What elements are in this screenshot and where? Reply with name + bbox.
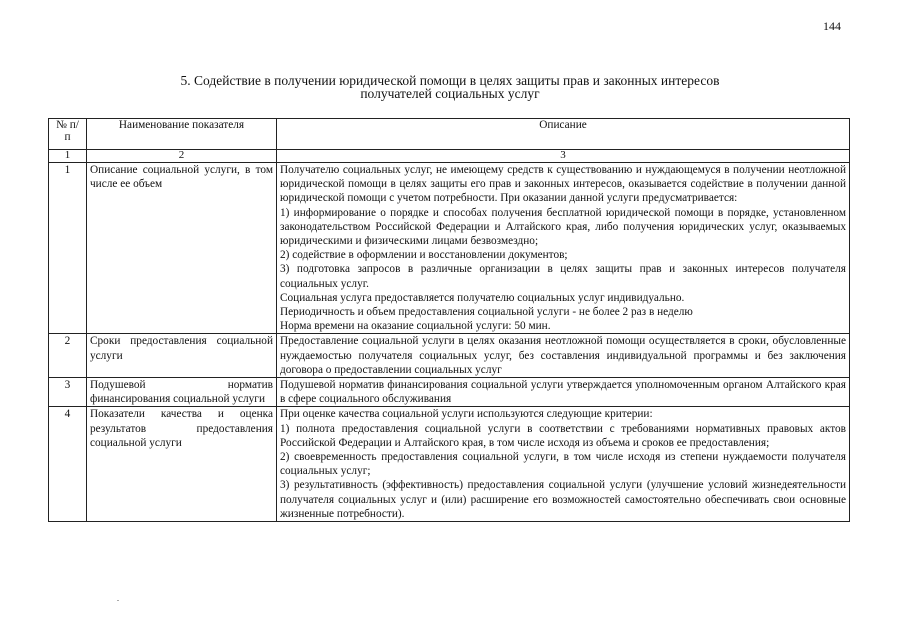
header-name: Наименование показателя	[87, 119, 277, 150]
indicator-name: Подушевой норматив финансирования социальной услуги	[87, 378, 277, 407]
description-paragraph: 2) содействие в оформлении и восстановлении документов;	[280, 249, 568, 262]
row-number: 2	[49, 334, 87, 378]
column-index: 1	[49, 150, 87, 163]
page-number: 144	[823, 19, 841, 33]
indicator-name: Описание социальной услуги, в том числе ее объем	[87, 163, 277, 334]
header-row	[49, 119, 850, 150]
description-paragraph: 3) подготовка запросов в различные организации в целях защиты прав и законных интересов получателя социальных услуг.	[280, 263, 846, 290]
description-paragraph: При оценке качества социальной услуги используются следующие критерии:	[280, 408, 653, 421]
description-paragraph: Социальная услуга предоставляется получателю социальных услуг индивидуально.	[280, 291, 685, 304]
description-paragraph: Норма времени на оказание социальной услуги: 50 мин.	[280, 320, 551, 333]
indicator-description	[277, 334, 850, 378]
indicator-name: Сроки предоставления социальной услуги	[87, 334, 277, 378]
description-paragraph: 3) результативность (эффективность) предоставления социальной услуги (улучшение условий жизнедеятельности получателя социальных услуг и (или) расширение его возможностей самостоятельно обеспечивать свои основные жизненные потребности).	[280, 479, 846, 520]
description-paragraph: Получателю социальных услуг, не имеющему средств к существованию и нуждающемуся в получении неотложной юридической помощи в целях защиты его прав и законных интересов, оказывается содействие в получении данной юридической помощи с учетом потребности. При оказании данной услуги предусматривается:	[280, 164, 846, 205]
section-title-line-1: 5. Содействие в получении юридической помощи в целях защиты прав и законных интересов	[180, 73, 720, 88]
description-paragraph: 1) информирование о порядке и способах получения бесплатной юридической помощи в порядке, установленном законодательством Российской Федерации и Алтайского края, либо получения юридических услуг, оказываемых юридическими и физическими лицами безвозмездно;	[280, 206, 846, 248]
row-number: 4	[49, 407, 87, 522]
scan-artifact	[117, 600, 119, 601]
column-index-row	[49, 150, 850, 163]
service-table	[48, 118, 850, 522]
indicator-description	[277, 163, 850, 334]
table-row	[49, 163, 850, 334]
section-title-line-2: получателей социальных услуг	[360, 86, 540, 101]
table-row	[49, 407, 850, 522]
section-title	[100, 74, 800, 100]
row-number: 1	[49, 163, 87, 334]
column-index: 2	[87, 150, 277, 163]
table-row	[49, 334, 850, 378]
row-number: 3	[49, 378, 87, 407]
column-index: 3	[277, 150, 850, 163]
header-num: № п/п	[49, 119, 87, 150]
indicator-name: Показатели качества и оценка результатов предоставления социальной услуги	[87, 407, 277, 522]
description-paragraph: Предоставление социальной услуги в целях оказания неотложной помощи осуществляется в сроки, обусловленные нуждаемостью получателя социальных услуг, без составления индивидуальной программы и без заключения договора о предоставлении социальных услуг	[280, 335, 846, 376]
table-row	[49, 378, 850, 407]
description-paragraph: Периодичность и объем предоставления социальной услуги - не более 2 раз в неделю	[280, 306, 693, 319]
description-paragraph: 2) своевременность предоставления социальной услуги, в том числе исходя из степени нуждаемости получателя социальных услуг;	[280, 451, 846, 478]
description-paragraph: Подушевой норматив финансирования социальной услуги утверждается уполномоченным органом Алтайского края в сфере социального обслуживания	[280, 379, 846, 406]
indicator-description	[277, 378, 850, 407]
indicator-description	[277, 407, 850, 522]
header-desc: Описание	[277, 119, 850, 150]
description-paragraph: 1) полнота предоставления социальной услуги в соответствии с требованиями нормативных правовых актов Российской Федерации и Алтайского края, в том числе исходя из объема и сроков ее предоставления;	[280, 422, 846, 449]
